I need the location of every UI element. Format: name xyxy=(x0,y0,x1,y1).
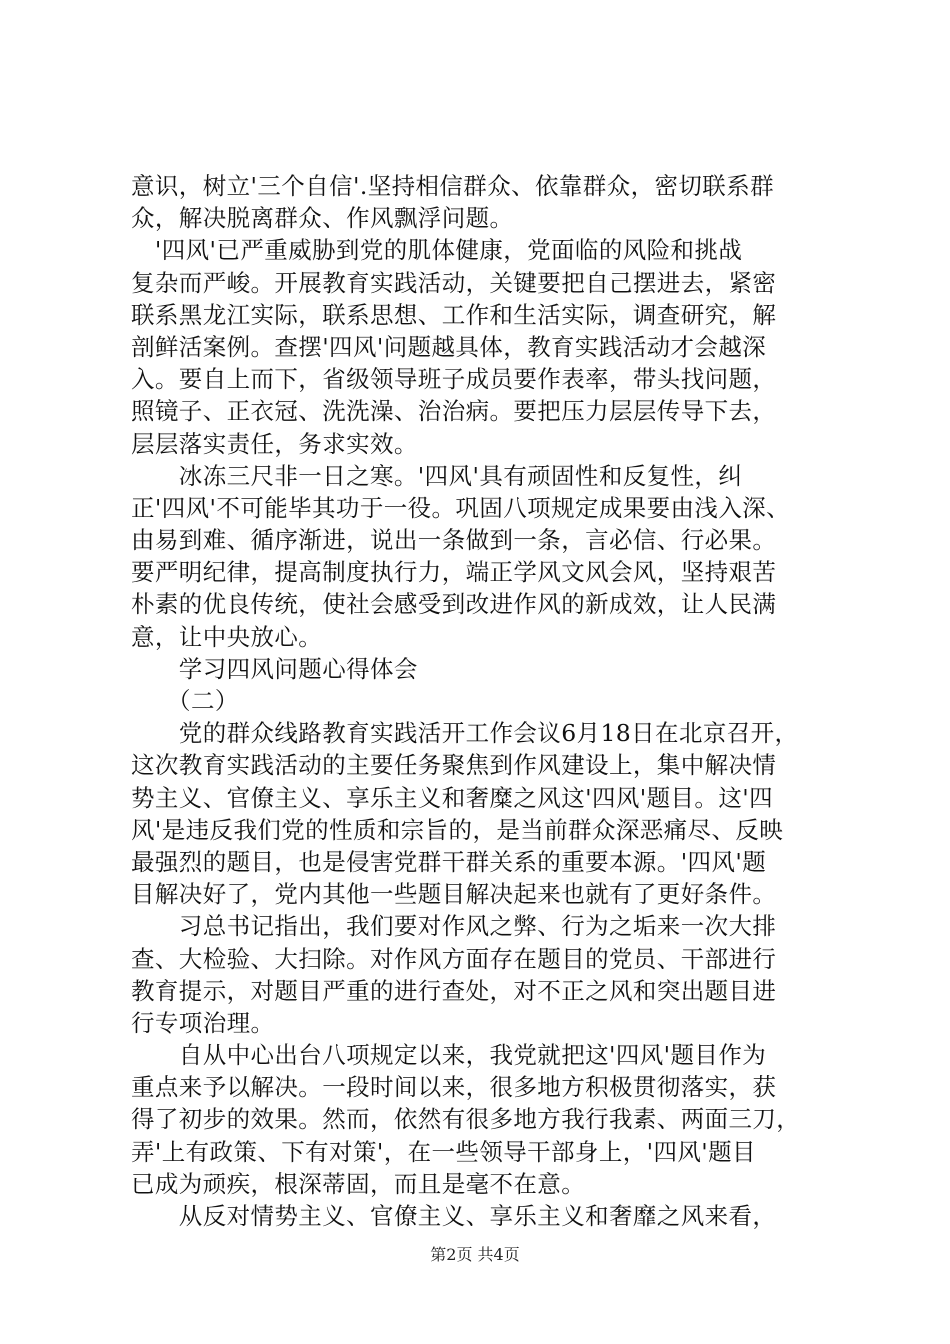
text-line: 从反对情势主义、官僚主义、享乐主义和奢靡之风来看， xyxy=(131,1202,777,1230)
text-line: 自从中心出台八项规定以来，我党就把这'四风'题目作为 xyxy=(131,1041,767,1070)
text-line: 已成为顽疾，根深蒂固，而且是毫不在意。 xyxy=(131,1169,586,1198)
text-line: 学习四风问题心得体会 xyxy=(131,654,418,683)
text-line: 朴素的优良传统，使社会感受到改进作风的新成效，让人民满 xyxy=(131,590,777,619)
text-line: 由易到难、循序渐进，说出一条做到一条，言必信、行必果。 xyxy=(131,526,777,555)
text-line: 最强烈的题目，也是侵害党群干群关系的重要本源。'四风'题 xyxy=(131,847,767,876)
text-line: 冰冻三尺非一日之寒。'四风'具有顽固性和反复性，纠 xyxy=(131,461,743,490)
text-line: 正'四风'不可能毕其功于一役。巩固八项规定成果要由浅入深、 xyxy=(131,493,791,522)
text-line: 行专项治理。 xyxy=(131,1008,275,1037)
text-line: 剖鲜活案例。查摆'四风'问题越具体，教育实践活动才会越深 xyxy=(131,332,767,361)
text-line: 党的群众线路教育实践活开工作会议6月18日在北京召开， xyxy=(131,719,799,748)
text-line: 目解决好了，党内其他一些题目解决起来也就有了更好条件。 xyxy=(131,880,777,909)
document-body xyxy=(131,170,831,1232)
text-line: '四风'已严重威胁到党的肌体健康，党面临的风险和挑战 xyxy=(131,236,743,265)
page-number-footer: 第2页 共4页 xyxy=(430,1245,520,1264)
text-line: 意，让中央放心。 xyxy=(131,622,323,651)
text-line: 风'是违反我们党的性质和宗旨的，是当前群众深恶痛尽、反映 xyxy=(131,815,784,844)
text-line: 这次教育实践活动的主要任务聚焦到作风建设上，集中解决情 xyxy=(131,751,777,780)
text-line: 得了初步的效果。然而，依然有很多地方我行我素、两面三刀， xyxy=(131,1105,801,1134)
text-line: 复杂而严峻。开展教育实践活动，关键要把自己摆进去，紧密 xyxy=(131,268,777,297)
text-line: 习总书记指出，我们要对作风之弊、行为之垢来一次大排 xyxy=(131,912,777,941)
text-line: （二） xyxy=(131,687,239,715)
text-line: 查、大检验、大扫除。对作风方面存在题目的党员、干部进行 xyxy=(131,944,777,973)
text-line: 弄'上有政策、下有对策'，在一些领导干部身上，'四风'题目 xyxy=(131,1137,756,1166)
text-line: 联系黑龙江实际，联系思想、工作和生活实际，调查研究，解 xyxy=(131,300,777,329)
text-line: 重点来予以解决。一段时间以来，很多地方积极贯彻落实，获 xyxy=(131,1073,777,1102)
text-line: 势主义、官僚主义、享乐主义和奢糜之风这'四风'题目。这'四 xyxy=(131,783,773,812)
text-line: 意识，树立'三个自信'.坚持相信群众、依靠群众，密切联系群 xyxy=(131,172,774,200)
text-line: 要严明纪律，提高制度执行力，端正学风文风会风，坚持艰苦 xyxy=(131,558,777,587)
text-line: 入。要自上而下，省级领导班子成员要作表率，带头找问题， xyxy=(131,365,777,394)
text-line: 众，解决脱离群众、作风飘浮问题。 xyxy=(131,204,514,233)
text-line: 照镜子、正衣冠、洗洗澡、治治病。要把压力层层传导下去， xyxy=(131,397,777,426)
text-line: 层层落实责任，务求实效。 xyxy=(131,429,418,458)
text-line: 教育提示，对题目严重的进行查处，对不正之风和突出题目进 xyxy=(131,976,777,1005)
